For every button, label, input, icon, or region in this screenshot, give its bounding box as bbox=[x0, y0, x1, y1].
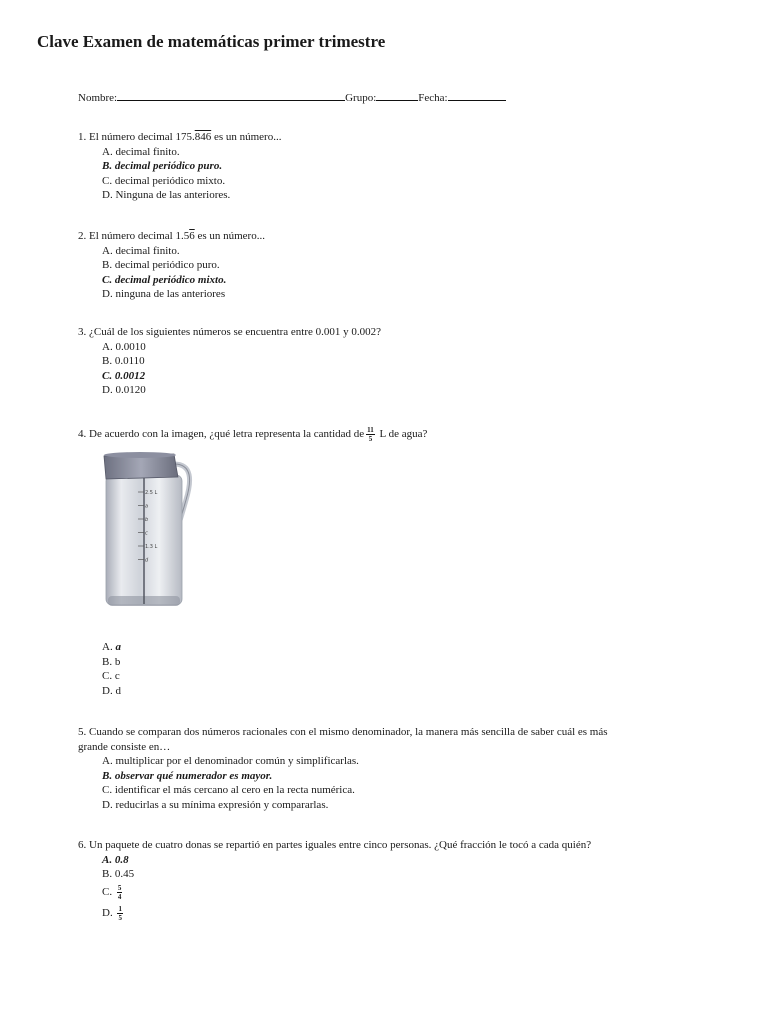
q1-text-before: 1. El número decimal 175. bbox=[78, 131, 195, 143]
grupo-blank bbox=[376, 91, 418, 101]
water-jug-image bbox=[100, 450, 195, 610]
q1-option-a: A. decimal finito. bbox=[102, 145, 180, 158]
q2-text-after: es un número... bbox=[194, 230, 265, 242]
q6-option-d-fraction bbox=[117, 905, 123, 922]
q4-option-d-value: d bbox=[115, 684, 121, 697]
q4-option-b-value: b bbox=[114, 655, 121, 668]
q6-option-c bbox=[102, 884, 678, 901]
question-6-text: 6. Un paquete de cuatro donas se repartió en partes iguales entre cinco personas. ¿Qué fracción le tocó a cada quién? bbox=[78, 839, 592, 851]
question-4-options bbox=[78, 640, 638, 698]
q4-option-c-value: c bbox=[114, 670, 120, 682]
q3-option-c: C. 0.0012 bbox=[102, 369, 146, 382]
q1-option-d: D. Ninguna de las anteriores. bbox=[102, 189, 231, 201]
q6-option-d bbox=[102, 905, 678, 922]
q4-option-a bbox=[102, 640, 638, 655]
q2-option-a: A. decimal finito. bbox=[102, 244, 180, 257]
q2-option-c: C. decimal periódico mixto. bbox=[102, 273, 227, 286]
jug-scale-label: c bbox=[145, 530, 148, 537]
q4-option-a-value: a bbox=[115, 641, 121, 653]
q6-option-a: A. 0.8 bbox=[102, 853, 129, 866]
q4-option-b bbox=[102, 655, 638, 670]
q1-text-after: es un número... bbox=[211, 131, 282, 143]
q4-option-d-letter: D. bbox=[102, 684, 116, 697]
fecha-label: Fecha: bbox=[418, 92, 448, 104]
q1-option-c: C. decimal periódico mixto. bbox=[102, 174, 226, 187]
jug-scale-label: b bbox=[145, 516, 149, 523]
q6-option-d-numerator: 1 bbox=[118, 904, 122, 913]
q1-repeating-digits: 846 bbox=[194, 131, 212, 143]
q1-option-b: B. decimal periódico puro. bbox=[102, 160, 223, 172]
q5-option-b: B. observar qué numerador es mayor. bbox=[102, 769, 273, 782]
question-4 bbox=[78, 426, 638, 443]
q2-option-d: D. ninguna de las anteriores bbox=[102, 288, 226, 300]
nombre-blank bbox=[117, 91, 345, 101]
question-5-text: 5. Cuando se comparan dos números racionales con el mismo denominador, la manera más sencilla de saber cuál es más grande consiste en… bbox=[78, 726, 608, 753]
question-3-text: 3. ¿Cuál de los siguientes números se encuentra entre 0.001 y 0.002? bbox=[78, 326, 382, 338]
jug-scale-label: 2.5 L bbox=[145, 489, 158, 496]
student-info-row bbox=[78, 91, 506, 104]
q2-text-before: 2. El número decimal 1.5 bbox=[78, 230, 190, 242]
question-1-text bbox=[78, 130, 638, 145]
grupo-label: Grupo: bbox=[345, 92, 377, 104]
q6-option-c-denominator: 4 bbox=[117, 892, 122, 901]
question-3 bbox=[78, 325, 638, 398]
q6-option-d-label: D. bbox=[102, 906, 113, 919]
q4-option-d bbox=[102, 684, 638, 699]
q6-option-b: B. 0.45 bbox=[102, 868, 135, 880]
q5-option-c: C. identificar el más cercano al cero en la recta numérica. bbox=[102, 784, 355, 796]
q4-option-a-letter: A. bbox=[102, 641, 116, 653]
q6-option-c-fraction bbox=[117, 884, 123, 901]
q5-option-a: A. multiplicar por el denominador común y simplificarlas. bbox=[102, 755, 359, 767]
jug-scale-label: a bbox=[145, 503, 149, 510]
question-2-text bbox=[78, 229, 638, 244]
q6-option-d-denominator: 5 bbox=[118, 913, 122, 922]
jug-scale-label: d bbox=[145, 557, 149, 564]
q4-option-c-letter: C. bbox=[102, 670, 115, 682]
q4-fraction-numerator: 11 bbox=[367, 426, 374, 434]
jug-scale-label: 1.3 L bbox=[145, 543, 158, 550]
q4-option-b-letter: B. bbox=[102, 655, 115, 668]
question-2 bbox=[78, 229, 638, 302]
question-5 bbox=[78, 725, 638, 812]
q4-option-c bbox=[102, 669, 638, 684]
q5-option-d: D. reducirlas a su mínima expresión y compararlas. bbox=[102, 798, 329, 811]
q3-option-a: A. 0.0010 bbox=[102, 340, 146, 353]
q6-option-c-label: C. bbox=[102, 885, 113, 898]
q2-option-b: B. decimal periódico puro. bbox=[102, 259, 220, 271]
question-1 bbox=[78, 130, 638, 203]
q3-option-d: D. 0.0120 bbox=[102, 384, 146, 396]
fecha-blank bbox=[448, 91, 506, 101]
q4-text-after: L de agua? bbox=[376, 428, 428, 441]
q4-fraction-denominator: 5 bbox=[368, 435, 373, 443]
q4-fraction bbox=[366, 426, 375, 443]
q3-option-b: B. 0.0110 bbox=[102, 355, 145, 367]
q4-text-before: 4. De acuerdo con la imagen, ¿qué letra representa la cantidad de bbox=[78, 428, 365, 441]
q2-repeating-digit: 6 bbox=[189, 230, 195, 242]
question-6 bbox=[78, 838, 678, 922]
page-title: Clave Examen de matemáticas primer trimestre bbox=[37, 32, 386, 51]
q6-option-c-numerator: 5 bbox=[117, 883, 122, 892]
nombre-label: Nombre: bbox=[78, 92, 118, 104]
question-4-text bbox=[78, 426, 638, 443]
